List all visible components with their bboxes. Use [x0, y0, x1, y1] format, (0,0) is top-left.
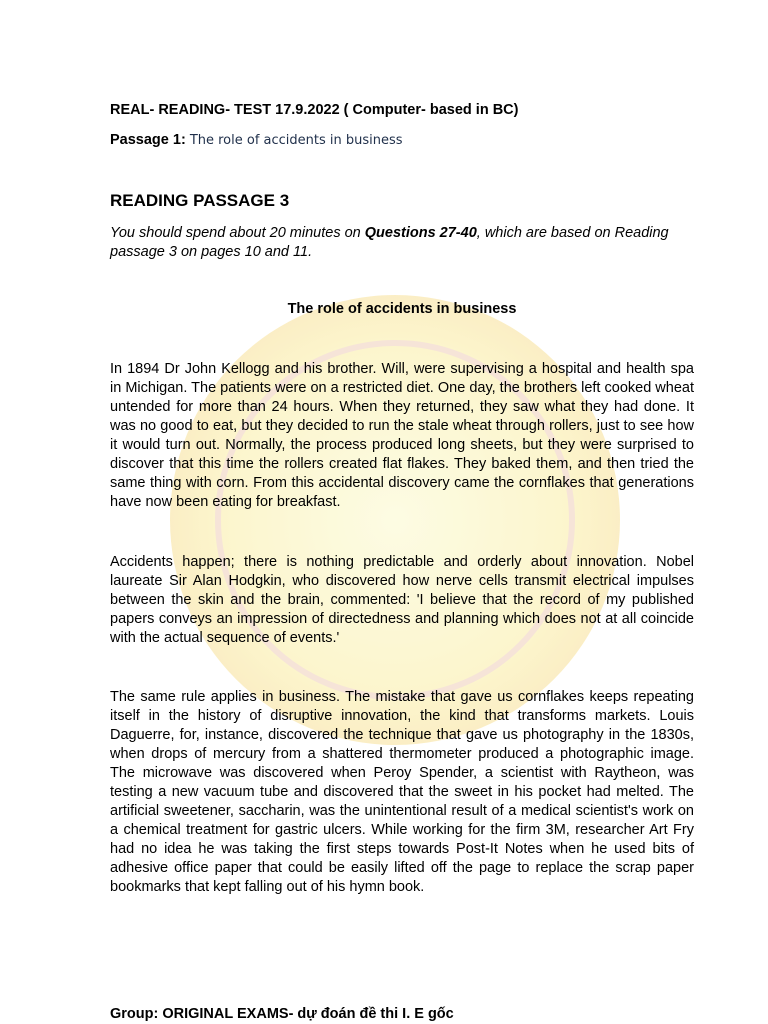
passage-title: The role of accidents in business [189, 133, 403, 148]
article-paragraph-2: Accidents happen; there is nothing predictable and orderly about innovation. Nobel laureate Sir Alan Hodgkin, who discovered how nerve cells transmit electrical impulses between the skin and the brain, commented: 'I believe that the record of my published papers conveys an impression of directedness and planning which does not at all coincide with the actual sequence of events.' [110, 554, 694, 646]
article-title: The role of accidents in business [287, 301, 517, 317]
passage-line [110, 132, 403, 148]
instructions-pre: You should spend about 20 minutes on [110, 225, 365, 241]
article-paragraph-1: In 1894 Dr John Kellogg and his brother. Will, were supervising a hospital and health spa in Michigan. The patients were on a restricted diet. One day, the brothers left cooked wheat untended for more than 24 hours. When they returned, they saw what they had done. It was no good to eat, but they decided to run the stale wheat through rollers, just to see how it would turn out. Normally, the process produced long sheets, but they were surprised to discover that this time the rollers created flat flakes. They baked them, and then tried the same thing with corn. From this accidental discovery came the cornflakes that generations have now been eating for breakfast. [110, 361, 694, 510]
test-title: REAL- READING- TEST 17.9.2022 ( Computer- based in BC) [110, 102, 519, 118]
instructions-questions: Questions 27-40 [364, 225, 477, 241]
passage-label: Passage 1: [110, 132, 186, 148]
group-footer: Group: ORIGINAL EXAMS- dự đoán đề thi I. E gốc [110, 1006, 454, 1022]
instructions [110, 224, 710, 262]
article-paragraph-3: The same rule applies in business. The mistake that gave us cornflakes keeps repeating itself in the history of disruptive innovation, the kind that transforms markets. Louis Daguerre, for, instance, discovered the technique that gave us photography in the 1830s, when drops of mercury from a shattered thermometer produced a photographic image. The microwave was discovered when Peroy Spender, a scientist with Raytheon, was testing a new vacuum tube and discovered that the sweet in his pocket had melted. The artificial sweetener, saccharin, was the unintentional result of a medical scientist's work on a chemical treatment for gastric ulcers. While working for the firm 3M, researcher Art Fry had no idea he was taking the first steps towards Post-It Notes when he used bits of adhesive office paper that could be easily lifted off the page to replace the scrap paper bookmarks that kept falling out of his hymn book. [110, 689, 694, 895]
instructions-post: , which are based on Reading passage 3 on pages 10 and 11. [110, 225, 669, 260]
reading-passage-heading: READING PASSAGE 3 [110, 191, 290, 210]
